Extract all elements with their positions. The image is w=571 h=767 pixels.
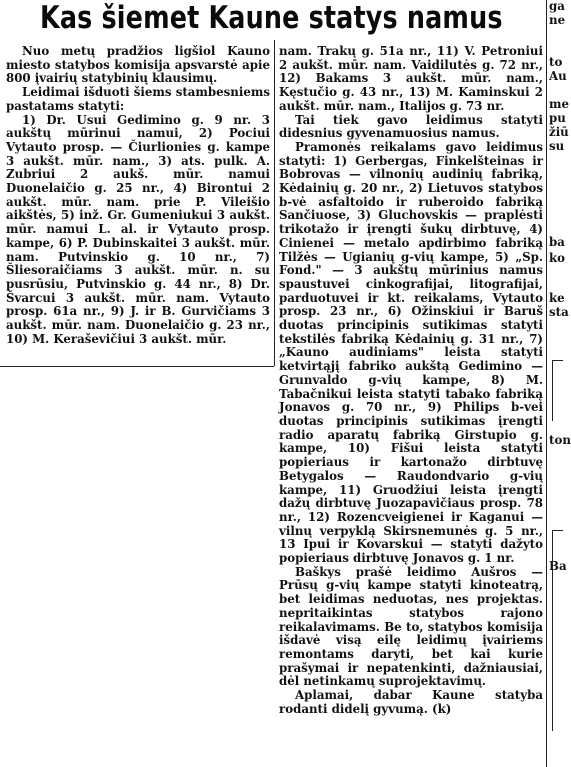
paragraph-conclusion: Aplamai, dabar Kaune statyba rodanti didelį gyvumą. (k) xyxy=(279,688,543,716)
edge-fragment: ke xyxy=(549,291,565,305)
article-column-left xyxy=(6,45,270,346)
edge-fragment: žiū xyxy=(549,125,569,139)
edge-fragment: ga xyxy=(549,0,565,13)
edge-fragment: ko xyxy=(549,251,566,265)
edge-fragment: Ba xyxy=(549,559,567,573)
page-column-divider xyxy=(546,0,547,767)
paragraph-permits-list: 1) Dr. Usui Gedimino g. 9 nr. 3 aukštų mūrinui namui, 2) Pociui Vytauto prosp. — Čiurlionies g. kampe 3 aukšt. mūr. nam., 3) ats. pulk. A. Zubriui 2 aukš. mūr. namui Duonelaičio g. 25 nr., 4) Birontui 2 aukšt. mūr. nam. prie P. Vileišio aikštės, 5) inž. Gr. Gumeniukui 3 aukšt. mūr. namui L. al. ir Vytauto prosp. kampe, 6) P. Dubinskaitei 3 aukšt. mūr. nam. Putvinskio g. 10 nr., 7) Šliesoraičiams 3 aukšt. mūr. n. su pusrūsiu, Putvinskio g. 44 nr., 8) Dr. Švarcui 3 aukšt. mūr. nam. Vytauto prosp. 61a nr., 9) J. ir B. Gurvičiams 3 aukšt. mūr. nam. Duonelaičio g. 23 nr., 10) M. Keraševičiui 3 aukšt. mūr. xyxy=(6,112,270,346)
edge-fragment: me xyxy=(549,97,569,111)
adjacent-box-frame xyxy=(552,360,563,421)
edge-fragment: su xyxy=(549,139,565,153)
edge-fragment: ton xyxy=(549,433,571,447)
paragraph-permits-continued: nam. Trakų g. 51a nr., 11) V. Petroniui 2 aukšt. mūr. nam. Vaidilutės g. 72 nr., 12) Bakams 3 aukšt. mūr. nam., Kęstučio g. 43 nr., 13) M. Kaminskui 2 aukšt. mūr. nam., Italijos g. 73 nr. xyxy=(279,44,543,113)
paragraph-refusals: Baškys prašė leidimo Aušros — Prūsų g-vių kampe statyti kinoteatrą, bet leidimas neduotas, nes projektas. nepritaikintas statybos rajono reikalavimams. Be to, statybos komisija išdavė visą eilę leidimų įvairiems remontams daryti, bet kai kurie prašymai ir nepatenkinti, dažniausiai, dėl netinkamų suprojektavimų. xyxy=(279,564,543,689)
edge-fragment: pu xyxy=(549,111,566,125)
paragraph-permits-lead: Leidimai išduoti šiems stambesniems pastatams statyti: xyxy=(6,85,270,113)
article-headline: Kas šiemet Kaune statys namus xyxy=(40,0,503,36)
column-end-rule xyxy=(0,366,274,367)
edge-fragment: sta xyxy=(549,305,569,319)
edge-fragment: ba xyxy=(549,235,565,249)
article-column-right xyxy=(279,45,543,716)
adjacent-box-frame xyxy=(552,530,563,731)
paragraph-industry: Pramonės reikalams gavo leidimus statyti: 1) Gerbergas, Finkelšteinas ir Bobrovas — vilnonių audinių fabriką, Kėdainių g. 20 nr., 2) Lietuvos statybos b-vė asfaltoido ir ruberoido fabriką Sančiuose, 3) Gluchovskis — praplėsti trikotažo ir įrengti šukų dirbtuvę, 4) Cinienei — metalo apdirbimo fabriką Tilžės — Ugianių g-vių kampe, 5) „Sp. Fond." — 3 aukštų mūrinius namus spaustuvei cinkografijai, litografijai, parduotuvei ir kt. reikalams, Vytauto prosp. 23 nr., 6) Ožinskiui ir Baruš duotas principinis sutikimas statyti tekstilės fabriką Kėdainių g. 31 nr., 7) „Kauno audiniams" leista statyti ketvirtąjį fabriko aukštą Gedimino — Grunvaldo g-vių kampe, 8) M. Tabačnikui leista statyti tabako fabriką Jonavos g. 70 nr., 9) Philips b-vei duotas principinis sutikimas įrengti radio aparatų fabriką Girstupio g. kampe, 10) Fišui leista statyti popieriaus ir kartonažo dirbtuvę Betygalos — Raudondvario g-vių kampe, 11) Gruodžiui leista įrengti dažų dirbtuvę Juozapavičiaus prosp. 78 nr., 12) Rozencveigienei ir Kaganui — vilnų verpyklą Skirsnemunės g. 5 nr., 13 Ipui ir Kovarskui — statyti dažyto popieriaus dirbtuvę Jonavos g. 1 nr. xyxy=(279,139,543,566)
edge-fragment: to xyxy=(549,55,563,69)
paragraph-summary: Tai tiek gavo leidimus statyti didesnius gyvenamuosius namus. xyxy=(279,112,543,141)
edge-fragment: ne xyxy=(549,13,566,27)
column-divider xyxy=(274,40,275,366)
paragraph-intro: Nuo metų pradžios ligšiol Kauno miesto statybos komisija apsvarstė apie 800 įvairių statybinių klausimų. xyxy=(6,44,270,86)
edge-fragment: Au xyxy=(549,69,567,83)
